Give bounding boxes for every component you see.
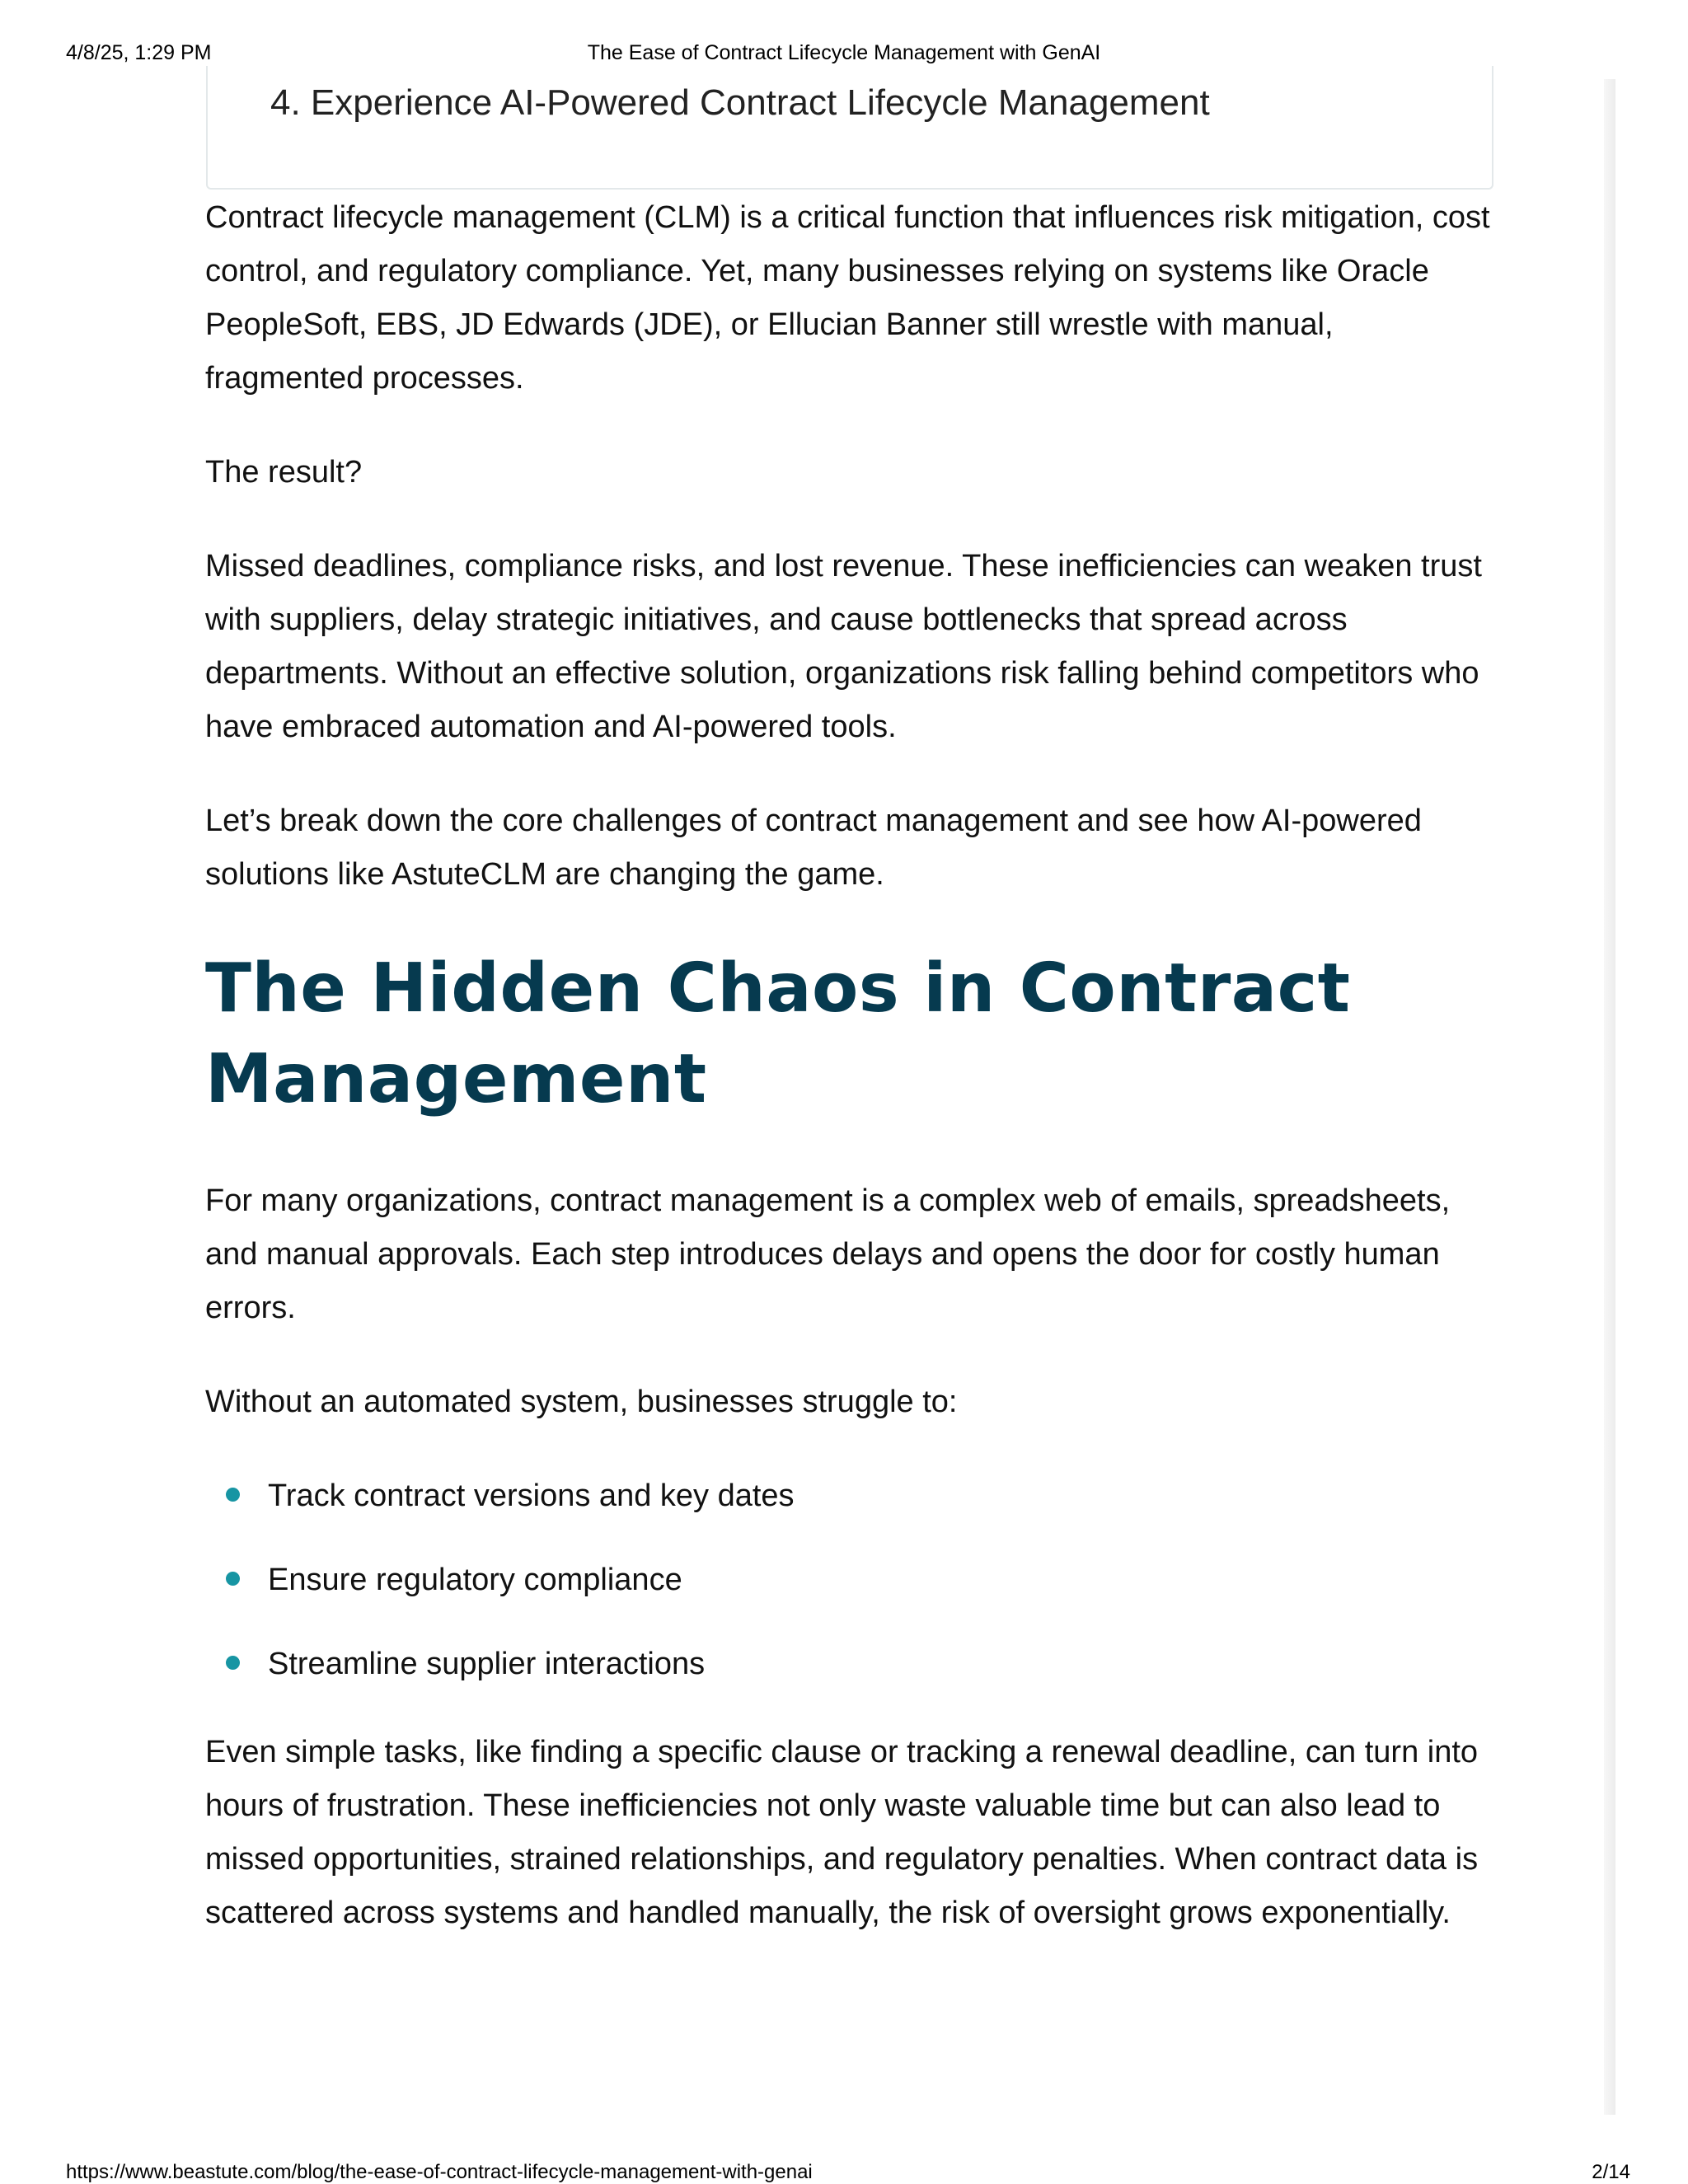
page-number: 2/14 xyxy=(1592,2161,1630,2183)
section-paragraph-1: For many organizations, contract management is a complex web of emails, spreadsheets, and manual approvals. Each step introduces delays and opens the door for costly human errors. xyxy=(205,1183,1451,1325)
table-of-contents xyxy=(206,66,1493,190)
list-item-text: Streamline supplier interactions xyxy=(268,1647,706,1681)
toc-item-4[interactable]: 4. Experience AI-Powered Contract Lifecycle Management xyxy=(270,82,1210,123)
bullet-dot-icon xyxy=(226,1656,240,1670)
print-datetime: 4/8/25, 1:29 PM xyxy=(66,41,212,64)
challenge-list xyxy=(205,1469,1499,1691)
intro-paragraph-3: Missed deadlines, compliance risks, and lost revenue. These inefficiencies can weaken trust with suppliers, delay strategic initiatives, and cause bottlenecks that spread across departments. Without an effective solution, organizations risk falling behind competitors who have embraced automation and AI-powered tools. xyxy=(205,549,1482,744)
bullet-dot-icon xyxy=(226,1572,240,1586)
intro-paragraph-4: Let’s break down the core challenges of contract management and see how AI-powered solutions like AstuteCLM are changing the game. xyxy=(205,804,1422,892)
list-item xyxy=(205,1638,1499,1691)
section-paragraph-3: Even simple tasks, like finding a specific clause or tracking a renewal deadline, can turn into hours of frustration. These inefficiencies not only waste valuable time but can also lead to missed opportunities, strained relationships, and regulatory penalties. When contract data is scattered across systems and handled manually, the risk of oversight grows exponentially. xyxy=(205,1735,1479,1930)
list-item xyxy=(205,1469,1499,1523)
article-body xyxy=(205,191,1499,1980)
list-item-text: Ensure regulatory compliance xyxy=(268,1563,682,1597)
intro-paragraph-1: Contract lifecycle management (CLM) is a critical function that influences risk mitigation, cost control, and regulatory compliance. Yet, many businesses relying on systems like Oracle PeopleSoft, EBS, JD Edwards (JDE), or Ellucian Banner still wrestle with manual, fragmented processes. xyxy=(205,200,1490,396)
print-url: https://www.beastute.com/blog/the-ease-of-contract-lifecycle-management-with-genai xyxy=(66,2161,813,2183)
list-item xyxy=(205,1554,1499,1607)
print-page-title: The Ease of Contract Lifecycle Management with GenAI xyxy=(587,41,1101,64)
section-paragraph-2: Without an automated system, businesses struggle to: xyxy=(205,1385,958,1419)
list-item-text: Track contract versions and key dates xyxy=(268,1479,795,1513)
intro-paragraph-2: The result? xyxy=(205,455,363,490)
scrollbar-track[interactable] xyxy=(1604,79,1615,2115)
bullet-dot-icon xyxy=(226,1488,240,1502)
section-heading: The Hidden Chaos in Contract Management xyxy=(205,949,1351,1118)
